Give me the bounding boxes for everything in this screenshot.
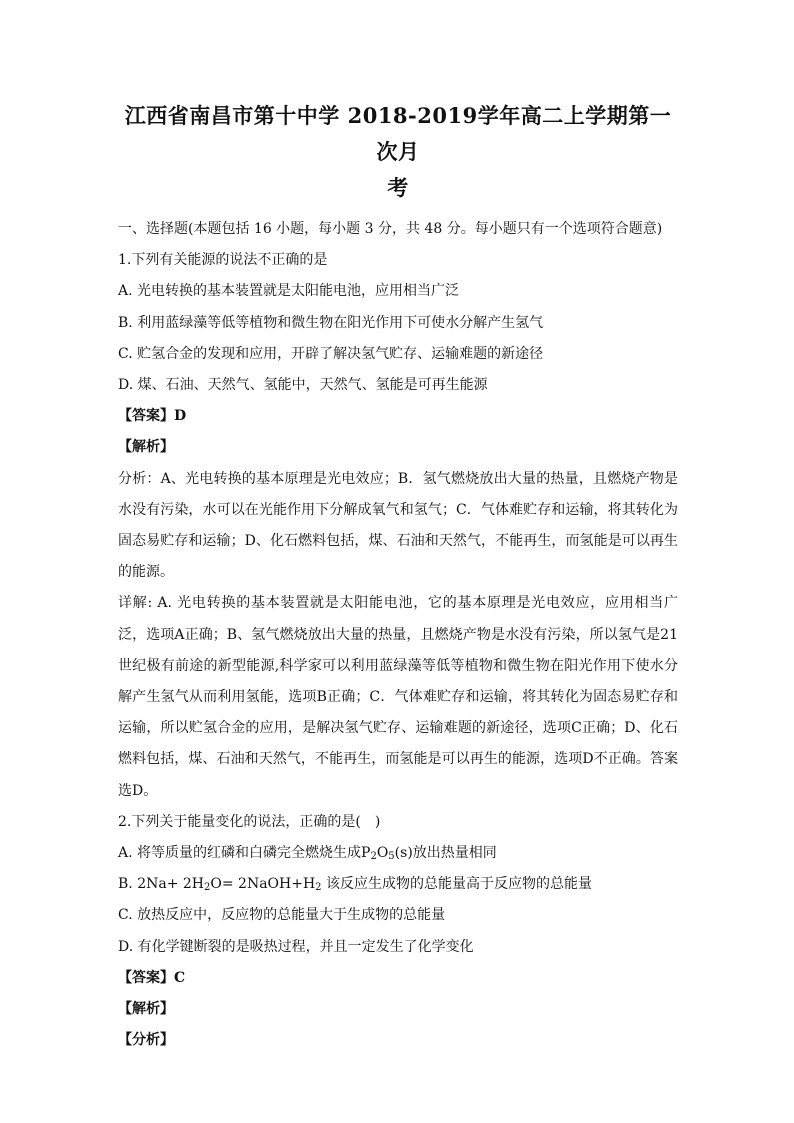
option-a-subscript-1: 2 xyxy=(370,851,377,863)
option-b-subscript-2: 2 xyxy=(315,882,322,894)
question-1-analysis-text: 分析：A、光电转换的基本原理是光电效应；B．氢气燃烧放出大量的热量，且燃烧产物是水没有污染，水可以在光能作用下分解成氧气和氢气；C．气体难贮存和运输，将其转化为固态易贮存和运输；D、化石燃料包括，煤、石油和天然气，不能再生，而氢能是可以再生的能源。 xyxy=(118,470,678,581)
question-2-option-a xyxy=(118,838,678,869)
option-b-text-pre: B. 2Na+ 2H xyxy=(118,876,204,893)
question-1-analysis-label: 【解析】 xyxy=(118,439,174,456)
question-2-analysis-sub-label: 【分析】 xyxy=(118,1032,174,1049)
question-2-analysis-label: 【解析】 xyxy=(118,1001,174,1018)
option-b-text-mid: O= 2NaOH+H xyxy=(210,876,316,893)
question-1-option-b: B. 利用蓝绿藻等低等植物和微生物在阳光作用下可使水分解产生氢气 xyxy=(118,314,544,331)
title-line-1: 江西省南昌市第十中学 2018-2019学年高二上学期第一次月 xyxy=(124,103,672,164)
question-2-answer: 【答案】C xyxy=(118,969,186,986)
question-2-stem: 2.下列关于能量变化的说法，正确的是( ) xyxy=(118,813,381,830)
option-a-text-post: (s)放出热量相同 xyxy=(394,845,497,862)
question-1-option-a: A. 光电转换的基本装置就是太阳能电池，应用相当广泛 xyxy=(118,283,460,300)
question-1-stem: 1.下列有关能源的说法不正确的是 xyxy=(118,252,328,269)
question-2-option-c: C. 放热反应中，反应物的总能量大于生成物的总能量 xyxy=(118,907,446,924)
question-1-answer: 【答案】D xyxy=(118,408,187,425)
question-1-option-d: D. 煤、石油、天然气、氢能中，天然气、氢能是可再生能源 xyxy=(118,377,488,394)
question-2-option-b xyxy=(118,869,678,900)
option-a-text-mid: O xyxy=(376,845,389,862)
option-a-text-pre: A. 将等质量的红磷和白磷完全燃烧生成P xyxy=(118,845,371,862)
title-line-2: 考 xyxy=(387,175,409,200)
option-a-subscript-2: 5 xyxy=(388,851,395,863)
document-title xyxy=(118,98,678,206)
section-header: 一、选择题(本题包括 16 小题，每小题 3 分，共 48 分。每小题只有一个选项符合题意) xyxy=(118,221,663,237)
question-1-detail-text: 详解: A. 光电转换的基本装置就是太阳能电池，它的基本原理是光电效应，应用相当广泛，选项A正确；B、氢气燃烧放出大量的热量，且燃烧产物是水没有污染，所以氢气是21世纪极有前途的新型能源,科学家可以利用蓝绿藻等低等植物和微生物在阳光作用下使水分解产生氢气从而利用氢能，选项B正确；C．气体难贮存和运输，将其转化为固态易贮存和运输，所以贮氢合金的应用，是解决氢气贮存、运输难题的新途径，选项C正确；D、化石燃料包括，煤、石油和天然气，不能再生，而氢能是可以再生的能源，选项D不正确。答案选D。 xyxy=(118,595,678,799)
option-b-subscript-1: 2 xyxy=(204,882,211,894)
question-1-option-c: C. 贮氢合金的发现和应用，开辟了解决氢气贮存、运输难题的新途径 xyxy=(118,345,544,362)
document-page xyxy=(118,98,678,1056)
option-b-text-post: 该反应生成物的总能量高于反应物的总能量 xyxy=(321,876,592,893)
question-2-option-d: D. 有化学键断裂的是吸热过程，并且一定发生了化学变化 xyxy=(118,938,474,955)
